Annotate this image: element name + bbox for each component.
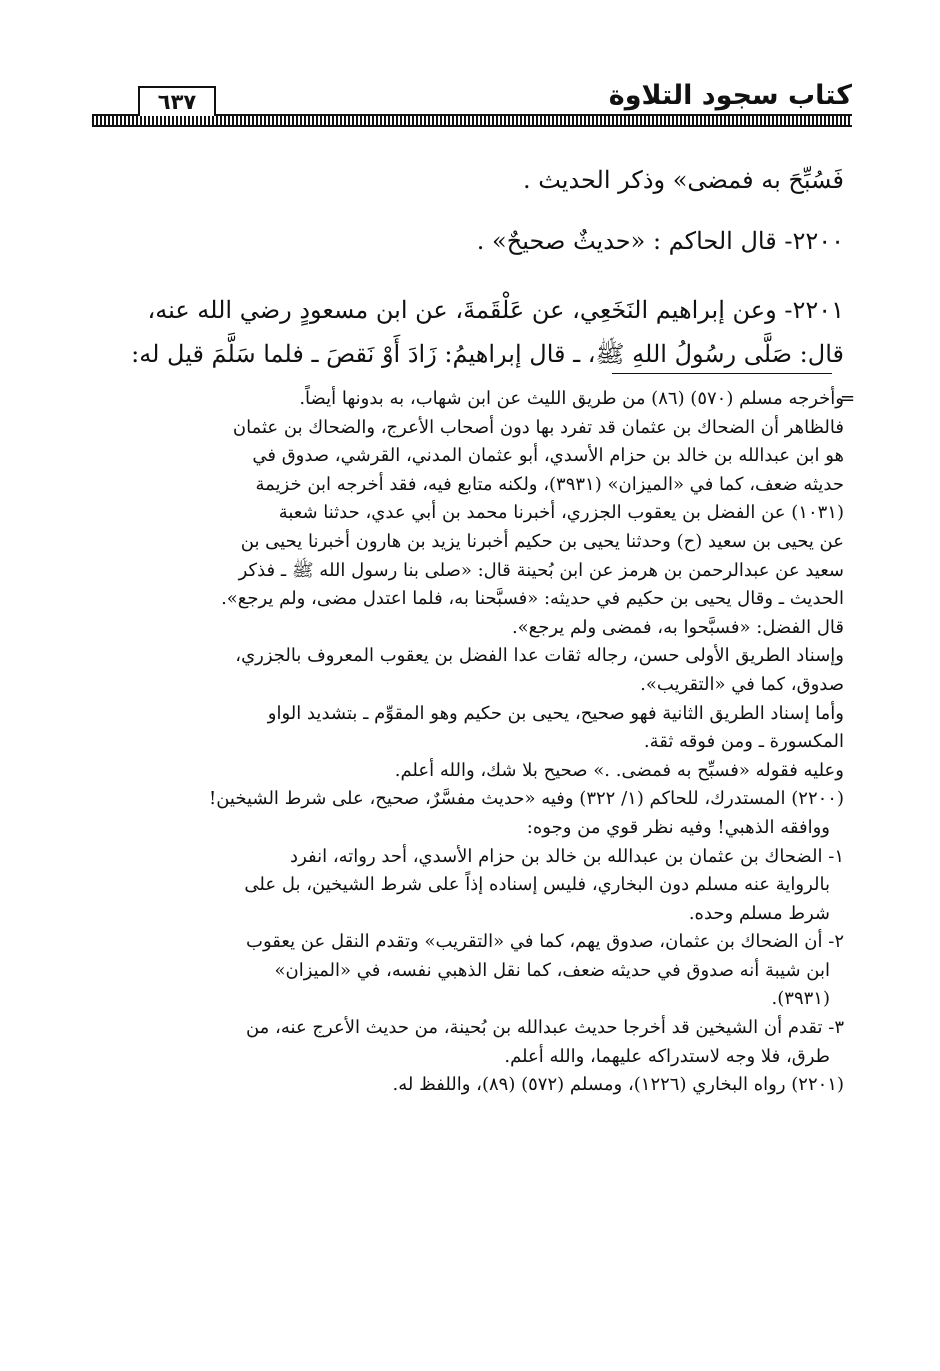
footnote-line: وإسناد الطريق الأولى حسن، رجاله ثقات عدا الفضل بن يعقوب المعروف بالجزري،	[235, 645, 844, 667]
footnote-line: حديثه ضعف، كما في «الميزان» (٣٩٣١)، ولكنه متابع فيه، فقد أخرجه ابن خزيمة	[255, 473, 844, 495]
footnote-line: المكسورة ـ ومن فوقه ثقة.	[643, 731, 844, 753]
hadith-2201: ٢٢٠١- وعن إبراهيم النَخَعِي، عن عَلْقَمةَ، عن ابن مسعودٍ رضي الله عنه،	[147, 296, 844, 324]
footnote-line: وعليه فقوله «فسبِّح به فمضى. .» صحيح بلا شك، والله أعلم.	[394, 759, 844, 781]
footnotes	[92, 385, 844, 1100]
footnote-line: قال الفضل: «فسبَّحوا به، فمضى ولم يرجع».	[511, 616, 844, 638]
main-text	[94, 152, 844, 376]
footnote-line: (٣٩٣١).	[771, 988, 830, 1010]
footnote-2200: (٢٢٠٠) المستدرك، للحاكم (١/ ٣٢٢) وفيه «حديث مفسَّرٌ، صحيح، على شرط الشيخين!	[208, 788, 844, 810]
footnote-line: سعيد عن عبدالرحمن بن هرمز عن ابن بُحينة قال: «صلى بنا رسول الله ﷺ ـ فذكر	[238, 559, 844, 581]
footnote-line: هو ابن عبدالله بن خالد بن حزام الأسدي، أبو عثمان المدني، القرشي، صدوق في	[252, 445, 844, 467]
page-header	[92, 80, 852, 128]
footnote-line: صدوق، كما في «التقريب».	[640, 673, 844, 695]
footnote-line: ابن شيبة أنه صدوق في حديثه ضعف، كما نقل الذهبي نفسه، في «الميزان»	[274, 959, 830, 981]
footnote-line: وأما إسناد الطريق الثانية فهو صحيح، يحيى بن حكيم وهو المقوِّم ـ بتشديد الواو	[267, 702, 844, 724]
footnote-line: ووافقه الذهبي! وفيه نظر قوي من وجوه:	[526, 816, 830, 838]
footnote-point-3: ٣- تقدم أن الشيخين قد أخرجا حديث عبدالله بن بُحينة، من حديث الأعرج عنه، من	[245, 1017, 844, 1039]
footnote-2201: (٢٢٠١) رواه البخاري (١٢٢٦)، ومسلم (٥٧٢) (٨٩)، واللفظ له.	[392, 1074, 844, 1096]
chapter-title: كتاب سجود التلاوة	[608, 80, 852, 111]
footnote-separator	[612, 373, 832, 374]
footnote-line: عن يحيى بن سعيد (ح) وحدثنا يحيى بن حكيم أخبرنا يزيد بن هارون أخبرنا يحيى بن	[240, 530, 844, 552]
footnote-point-1: ١- الضحاك بن عثمان بن عبدالله بن خالد بن حزام الأسدي، أحد رواته، انفرد	[290, 845, 844, 867]
page-number: ٦٣٧	[138, 86, 216, 116]
hadith-2200: ٢٢٠٠- قال الحاكم : «حديثٌ صحيحٌ» .	[476, 227, 844, 255]
footnote-point-2: ٢- أن الضحاك بن عثمان، صدوق يهم، كما في «التقريب» وتقدم النقل عن يعقوب	[246, 931, 844, 953]
main-line: فَسُبِّحَ به فمضى» وذكر الحديث .	[522, 166, 844, 194]
continuation-mark: =	[840, 388, 856, 409]
footnote-line: فالظاهر أن الضحاك بن عثمان قد تفرد بها دون أصحاب الأعرج، والضحاك بن عثمان	[232, 416, 844, 438]
main-line: قال: صَلَّى رسُولُ اللهِ ﷺ، ـ قال إبراهيمُ: زَادَ أَوْ نَقصَ ـ فلما سَلَّمَ قيل له:	[131, 340, 844, 368]
footnote-line: شرط مسلم وحده.	[688, 902, 830, 924]
footnote-line: طرق، فلا وجه لاستدراكه عليهما، والله أعلم.	[504, 1045, 830, 1067]
footnote-line: وأخرجه مسلم (٥٧٠) (٨٦) من طريق الليث عن ابن شهاب، به بدونها أيضاً.	[299, 388, 844, 409]
footnote-line: الحديث ـ وقال يحيى بن حكيم في حديثه: «فسبَّحنا به، فلما اعتدل مضى، ولم يرجع».	[221, 588, 844, 610]
footnote-line: (١٠٣١) عن الفضل بن يعقوب الجزري، أخبرنا محمد بن أبي عدي، حدثنا شعبة	[278, 502, 844, 524]
footnote-line: بالرواية عنه مسلم دون البخاري، فليس إسناده إذاً على شرط الشيخين، بل على	[244, 874, 830, 896]
